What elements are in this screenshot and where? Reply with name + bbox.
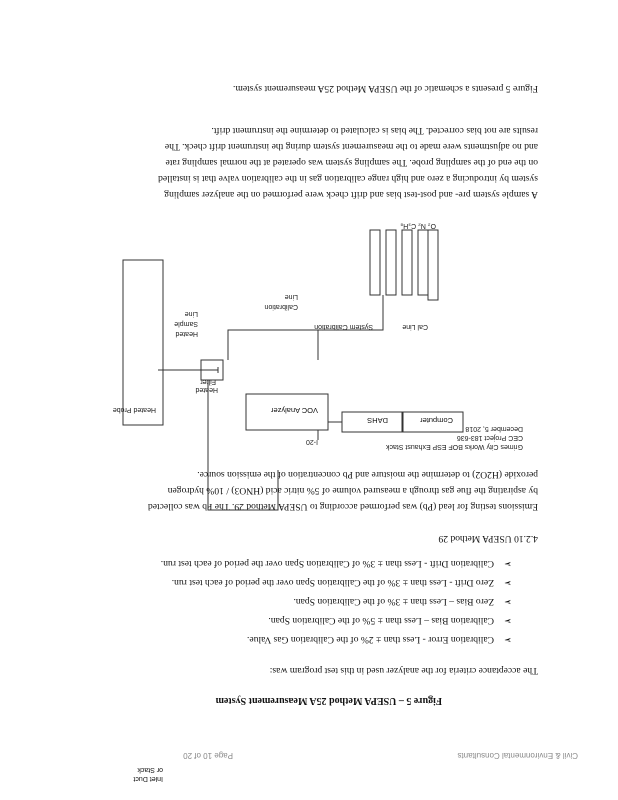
heated-filter-label-2: Filter <box>200 378 216 385</box>
acceptance-item: Calibration Error - Less than ± 2% of the Calibration Gas Value. <box>246 634 494 645</box>
bullet-symbol: ➢ <box>503 596 512 607</box>
system-calibration-label: System Calibration <box>314 323 373 330</box>
acceptance-item: Zero Drift - Less than ± 3% of the Calibration Span over the period of each test run. <box>171 577 494 588</box>
bullet-symbol: ➢ <box>503 577 512 588</box>
bullet-symbol: ➢ <box>503 558 512 569</box>
paragraph-line: on the end of the sampling probe. The sampling system was operated at the normal sampling rate <box>165 157 538 168</box>
acceptance-item: Calibration Drift - Less than ± 3% of Calibration Span over the period of each test run. <box>160 558 494 569</box>
figure-reference: Figure 5 presents a schematic of the USEPA Method 25A measurement system. <box>233 83 538 94</box>
stack-shape <box>123 260 163 425</box>
scale-label: I-20 <box>305 438 318 445</box>
gas-cylinder <box>402 230 412 295</box>
paragraph-line: results are not bias corrected. The bias is calculated to determine the instrument drift. <box>211 125 538 136</box>
calibration-line <box>228 330 268 360</box>
acceptance-item: Calibration Bias – Less than ± 5% of the Calibration Span. <box>268 615 494 626</box>
paragraph-line: peroxide (H2O2) to determine the moisture and Pb concentration of the emission source. <box>197 469 538 480</box>
heated-filter-label-1: Heated <box>195 386 218 393</box>
gas-cylinder <box>428 230 438 300</box>
gas-cylinder <box>370 230 380 295</box>
paragraph-line: and no adjustments were made to the measurement system during the instrument drift check. The <box>164 141 538 152</box>
project-info-1: Grimes City Works BOF ESP Exhaust Stack <box>385 443 523 450</box>
bullet-symbol: ➢ <box>503 634 512 645</box>
paragraph-line: Emissions testing for lead (Pb) was performed according to USEPA Method 29. The Pb was collected <box>147 501 538 512</box>
section-heading: 4.2.10 USEPA Method 29 <box>438 533 538 544</box>
acceptance-item: Zero Bias – Less than ± 3% of the Calibration Span. <box>293 596 494 607</box>
voc-analyzer-label: VOC Analyzer <box>270 406 318 415</box>
calibration-line-label-2: Line <box>284 293 298 300</box>
bullet-symbol: ➢ <box>503 615 512 626</box>
sample-line-to-analyzer <box>228 470 278 510</box>
project-info-3: December 5, 2018 <box>465 425 523 432</box>
gas-labels: O₂ N₂ C₃H₈ <box>400 222 436 229</box>
gas-cylinder <box>418 230 428 295</box>
stack-tag-line-1: or Stack <box>137 766 163 773</box>
heated-probe-label: Heated Probe <box>112 406 156 413</box>
project-info-2: CEC Project 183-636 <box>456 434 523 441</box>
heated-line-label-3: Line <box>184 310 198 317</box>
acceptance-intro: The acceptance criteria for the analyzer used in this test program was: <box>269 665 538 676</box>
paragraph-line: A sample system pre- and post-test bias and drift check were performed on the analyzer sampling <box>164 189 538 200</box>
stack-tag-line-2: Inlet Duct <box>133 775 163 782</box>
figure-5-caption: Figure 5 – USEPA Method 25A Measurement System <box>215 695 442 706</box>
dahs-label: DAHS <box>367 416 388 425</box>
paragraph-line: system by introducing a zero and high range calibration gas in the calibration valve that is installed <box>158 173 538 184</box>
gas-cylinder <box>386 230 396 295</box>
footer-page-number: Page 10 of 20 <box>183 751 233 760</box>
calibration-line-label-1: Calibration <box>264 303 298 310</box>
heated-line-label-2: Sample <box>174 320 198 327</box>
paragraph-line: by aspirating the flue gas through a measured volume of 5% nitric acid (HNO3) / 10% hydrogen <box>167 485 538 496</box>
cal-line-label: Cal Line <box>402 323 428 330</box>
footer-company: Civil & Environmental Consultants <box>457 751 578 760</box>
heated-sample-line <box>208 380 228 510</box>
heated-line-label-1: Heated <box>175 330 198 337</box>
computer-label: Computer <box>420 416 453 425</box>
